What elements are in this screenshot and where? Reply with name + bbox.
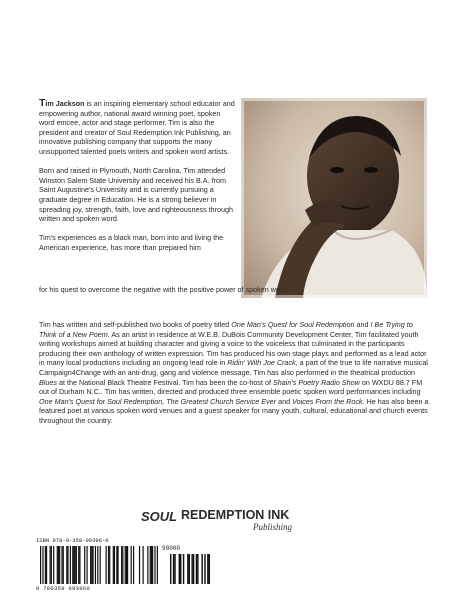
barcode-bar (78, 546, 79, 584)
barcode-addon-bar (179, 554, 180, 584)
barcode-bar (91, 546, 92, 584)
author-bio-top (39, 99, 235, 262)
barcode-bar (45, 546, 46, 584)
bio-p4-text-5: at the National Black Theatre Festival. Tim has been the co-host of (56, 377, 273, 387)
barcode-bar (42, 546, 43, 584)
barcode-bar (86, 546, 87, 584)
barcode-addon-bar (196, 554, 197, 584)
barcode-bar (53, 546, 54, 584)
barcode-addon-bar (207, 554, 208, 584)
play-title-1: Ridin' With Joe Crack, (227, 358, 298, 368)
barcode-bar (67, 546, 68, 584)
isbn-number: ISBN 978-0-359-09396-0 (36, 537, 109, 544)
barcode-bar (147, 546, 148, 584)
barcode-addon-bar (193, 554, 194, 584)
barcode-bar (84, 546, 85, 584)
barcode-bar (46, 546, 47, 584)
bio-paragraph-3a: Tim's experiences as a black man, born into and living the American experience, has more than prepared him (39, 233, 224, 252)
bio-p4-text-3: As an artist in residence at W.E.B. DuBois Community Development Center, Tim facilitated youth writing workshops aimed at building character and giving a voice to the voiceless that culminated in the participants producing their own anthology of written expression. Tim has produced his own stage plays and performed as a lead actor in many local productions including an ongoing lead role in (39, 329, 427, 368)
barcode-addon-bar (204, 554, 205, 584)
play-title-2: Blues (39, 377, 57, 387)
barcode-digits: 9 780359 093960 (36, 585, 91, 592)
performance-title-3: Voices From the Rock. (292, 396, 365, 406)
barcode-bar (63, 546, 64, 584)
logo-publishing-text: Publishing (253, 522, 293, 532)
bio-p4-text-2: and (354, 320, 371, 329)
barcode-bar (154, 546, 155, 584)
bio-lead-name: im Jackson (45, 99, 85, 108)
barcode-addon-bar (187, 554, 188, 584)
bio-paragraph-3b: for his quest to overcome the negative with the positive power of spoken word. (39, 285, 289, 294)
barcode-bar (59, 546, 60, 584)
barcode-bar (139, 546, 140, 584)
barcode-addon-bar (191, 554, 192, 584)
barcode-addon-bar (173, 554, 174, 584)
book-title-1: One Man's Quest for Soul Redemption (231, 320, 355, 329)
barcode-bar (152, 546, 153, 584)
barcode-bar (75, 546, 76, 584)
book-title-2: I Be Trying to Think of a New Poem. (39, 320, 413, 339)
barcode-bar (108, 546, 109, 584)
logo-soul-text: SOUL (141, 509, 178, 524)
barcode-bar (133, 546, 134, 584)
bio-paragraph-4 (39, 320, 431, 426)
author-photo (241, 98, 427, 298)
barcode-bar (109, 546, 110, 584)
barcode-bar (151, 546, 152, 584)
barcode-bar (40, 546, 41, 584)
barcode-bar (76, 546, 77, 584)
barcode-bar (121, 546, 122, 584)
barcode-bar (127, 546, 128, 584)
bio-p4-text-8: He has also been a featured poet at various spoken word venues and a guest speaker for many youth, cultural, educational and church events throughout the country. (39, 396, 429, 425)
barcode-bar (157, 546, 158, 584)
barcode-bar (126, 546, 127, 584)
barcode-bar (95, 546, 96, 584)
barcode-addon-bar (174, 554, 175, 584)
author-portrait-image (241, 98, 427, 298)
bio-intro-text: is an inspiring elementary school educator and empowering author, national award winning poet, spoken word emcee, actor and stage performer. Tim is also the president and creator of Soul Redemption Ink Publishing, an innovative publishing company that supports the many unsupported talented poets writers and spoken word artists. (39, 99, 235, 156)
barcode-bar (97, 546, 98, 584)
barcode-bar (125, 546, 126, 584)
barcode-addon-bar (183, 554, 184, 584)
barcode-addon-bar (170, 554, 171, 584)
barcode-bar (143, 546, 144, 584)
bio-paragraph-2: Born and raised in Plymouth, North Carolina, Tim attended Winston Salem State University and received his B.A. from Saint Augustine's University and is currently pursuing a graduate degree in Education. He is a strong believer in spreading joy, strength, faith, love and righteousness through written and spoken word. (39, 166, 234, 224)
barcode-bar (106, 546, 107, 584)
barcode-bar (117, 546, 118, 584)
logo-redemption-text: REDEMPTION INK (181, 508, 290, 522)
barcode-bar (131, 546, 132, 584)
bio-p4-text-1: Tim has written and self-published two books of poetry titled (39, 320, 232, 329)
bio-p4-text-7: and (276, 396, 293, 406)
barcode-bar (150, 546, 151, 584)
barcode-addon-bar (201, 554, 202, 584)
barcode-bar (70, 546, 71, 584)
barcode-bar (90, 546, 91, 584)
barcode-bar (116, 546, 117, 584)
barcode-bar (113, 546, 114, 584)
barcode-bar (50, 546, 51, 584)
barcode-bar (57, 546, 58, 584)
barcode-addon-bar (180, 554, 181, 584)
barcode-bar (66, 546, 67, 584)
barcode-bar (73, 546, 74, 584)
barcode-bar (114, 546, 115, 584)
barcode-bar (122, 546, 123, 584)
bio-intro-paragraph (39, 99, 235, 157)
barcode-price-code: 90000 (162, 545, 181, 552)
barcode-bar (58, 546, 59, 584)
barcode-addon-bar (189, 554, 190, 584)
barcode-bar (72, 546, 73, 584)
barcode-bar (79, 546, 80, 584)
bio-lead-initial: T (39, 97, 46, 109)
barcode-bars (36, 546, 222, 584)
barcode-bar (61, 546, 62, 584)
barcode-bar (92, 546, 93, 584)
bio-p4-text-4: a part of the true to life narrative musical Campaign4Change with an anti-drug, gang and violence message. Tim has also performed in the theatrical production (39, 358, 428, 377)
barcode-bar (51, 546, 52, 584)
barcode-addon-bar (209, 554, 210, 584)
barcode-bar (100, 546, 101, 584)
bio-p4-text-6: on WXDU 88.7 FM out of Durham N.C.. Tim has written, directed and produced three ensemble poetic spoken word performances including (39, 377, 423, 397)
radio-show-title: Shairi's Poetry Radio Show (273, 377, 360, 387)
barcode-addon-bar (197, 554, 198, 584)
performance-titles: One Man's Quest for Soul Redemption, The Greatest Church Service Ever (39, 396, 277, 406)
isbn-barcode (36, 537, 222, 593)
